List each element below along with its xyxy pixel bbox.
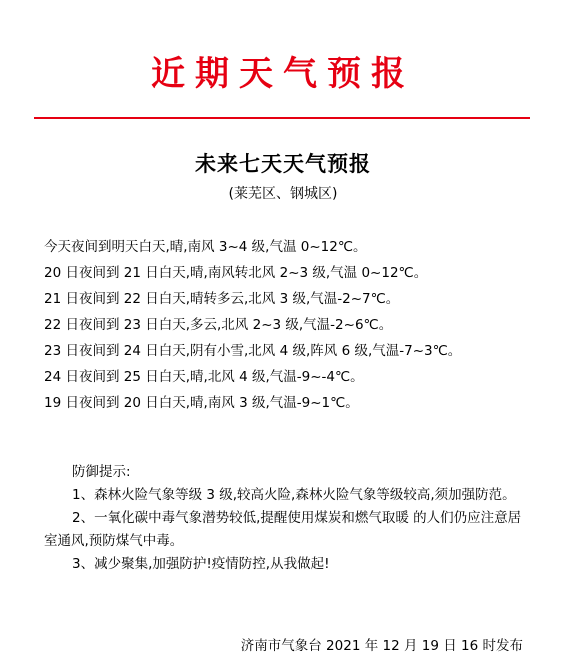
red-divider: [34, 117, 530, 119]
tip-item: 3、减少聚集,加强防护!疫情防控,从我做起!: [72, 556, 330, 572]
issuer-line: 济南市气象台 2021 年 12 月 19 日 16 时发布: [240, 638, 523, 654]
forecast-item: 20 日夜间到 21 日白天,晴,南风转北风 2~3 级,气温 0~12℃。: [44, 265, 428, 281]
tip-item: 2、一氧化碳中毒气象潜势较低,提醒使用煤炭和燃气取暖 的人们仍应注意居室通风,预防煤气中毒。: [44, 510, 522, 549]
forecast-list: [44, 234, 554, 416]
forecast-item: 21 日夜间到 22 日白天,晴转多云,北风 3 级,气温-2~7℃。: [44, 291, 400, 307]
defense-tips: [44, 461, 530, 576]
document-title: 未来七天天气预报: [195, 151, 371, 176]
forecast-item: 今天夜间到明天白天,晴,南风 3~4 级,气温 0~12℃。: [44, 239, 367, 255]
forecast-item: 19 日夜间到 20 日白天,晴,南风 3 级,气温-9~1℃。: [44, 395, 359, 411]
tip-item: 1、森林火险气象等级 3 级,较高火险,森林火险气象等级较高,须加强防范。: [72, 487, 516, 503]
forecast-item: 23 日夜间到 24 日白天,阴有小雪,北风 4 级,阵风 6 级,气温-7~3℃。: [44, 343, 462, 359]
banner-title: 近期天气预报: [151, 54, 415, 94]
forecast-item: 24 日夜间到 25 日白天,晴,北风 4 级,气温-9~-4℃。: [44, 369, 364, 385]
document-subtitle: (莱芜区、钢城区): [228, 186, 338, 202]
forecast-item: 22 日夜间到 23 日白天,多云,北风 2~3 级,气温-2~6℃。: [44, 317, 393, 333]
tips-heading: 防御提示:: [72, 464, 131, 480]
